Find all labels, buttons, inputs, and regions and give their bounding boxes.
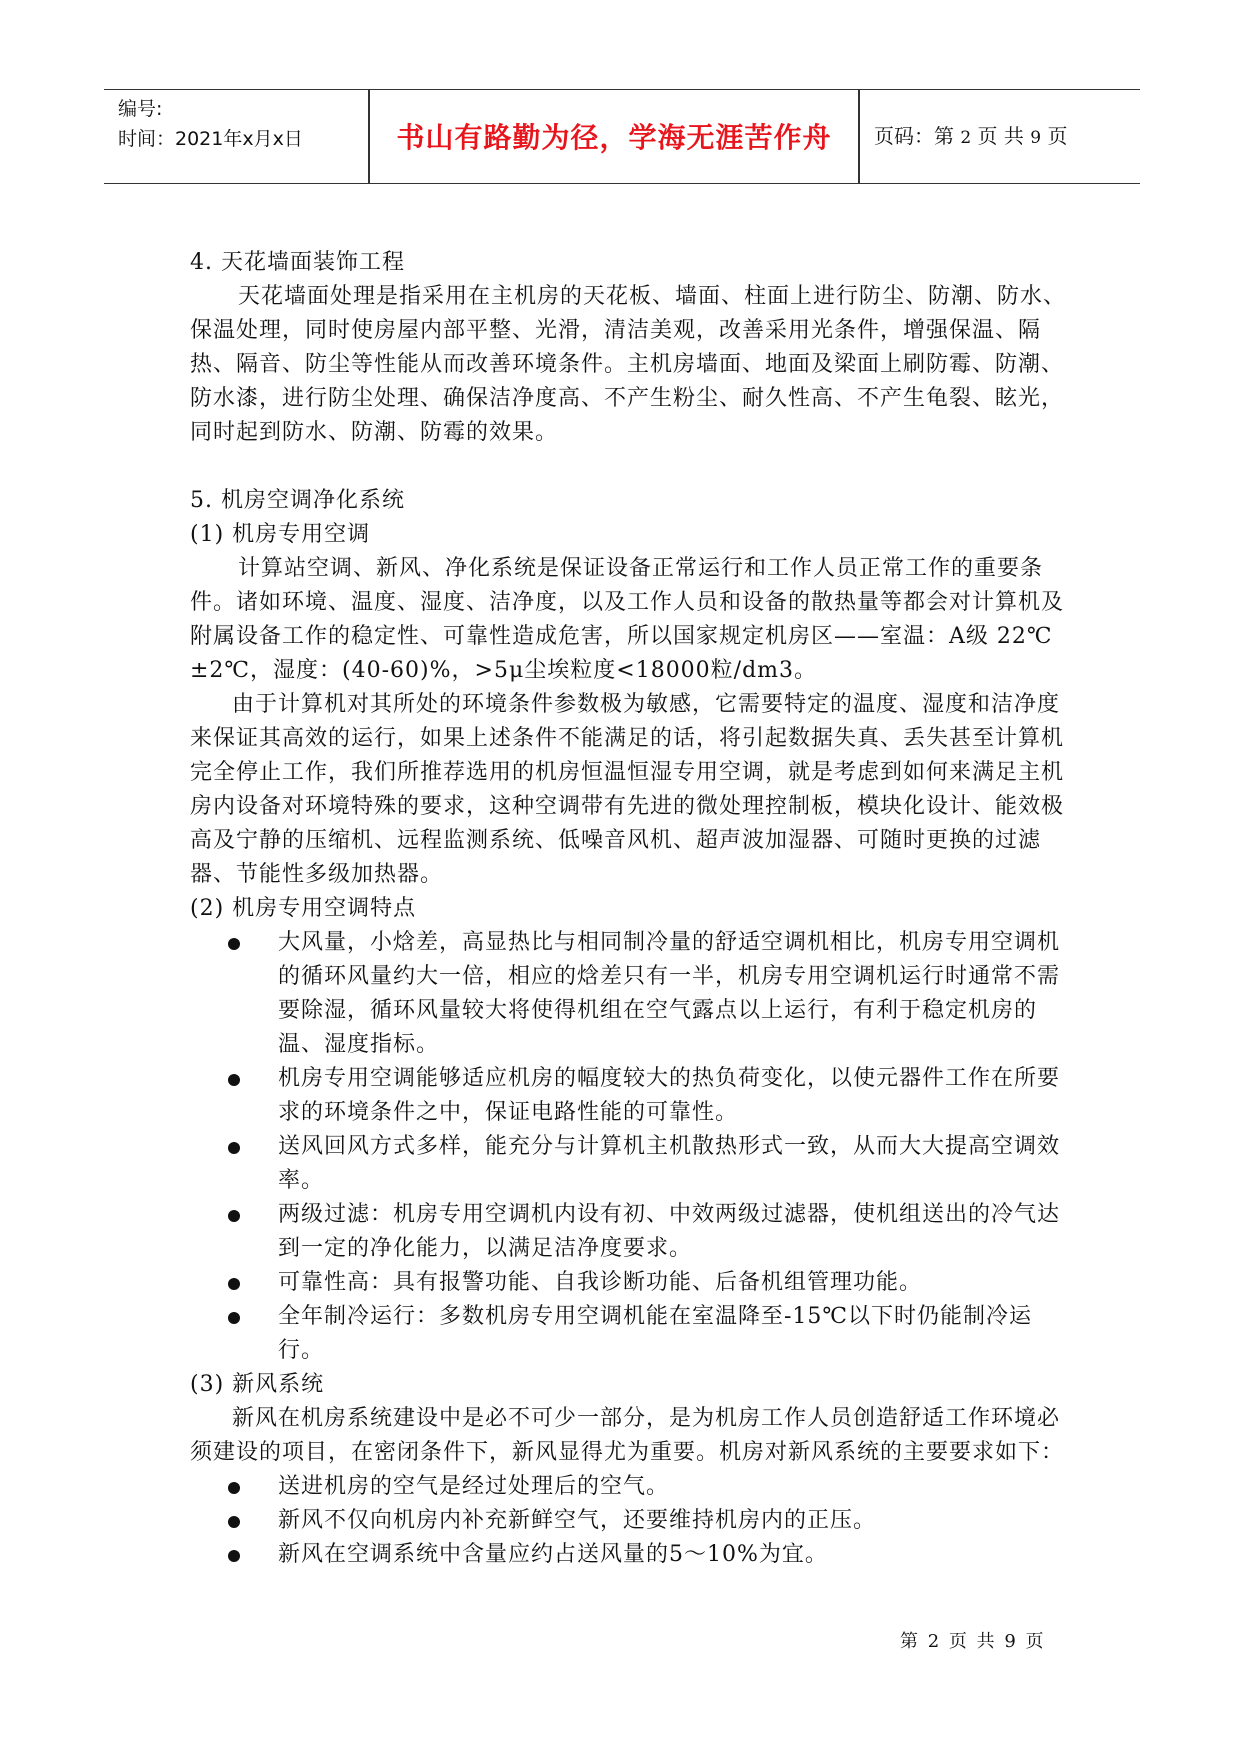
list-item: 全年制冷运行：多数机房专用空调机能在室温降至-15℃以下时仍能制冷运行。: [278, 1300, 1070, 1368]
list-item: 机房专用空调能够适应机房的幅度较大的热负荷变化，以使元器件工作在所要求的环境条件之中，保证电路性能的可靠性。: [278, 1062, 1070, 1130]
subsection-1-paragraph-1: 计算站空调、新风、净化系统是保证设备正常运行和工作人员正常工作的重要条件。诸如环境、温度、湿度、洁净度，以及工作人员和设备的散热量等都会对计算机及附属设备工作的稳定性、可靠性造成危害，所以国家规定机房区——室温：A级 22℃±2℃，湿度：(40-60)%，>5μ尘埃粒度<18000粒/dm3。: [190, 556, 1065, 683]
header-divider-right: [858, 90, 860, 183]
header-motto: 书山有路勤为径，学海无涯苦作舟: [396, 121, 832, 154]
subsection-3-paragraph: 新风在机房系统建设中是必不可少一部分，是为机房工作人员创造舒适工作环境必须建设的项目，在密闭条件下，新风显得尤为重要。机房对新风系统的主要要求如下：: [190, 1406, 1065, 1465]
subsection-1-heading: (1) 机房专用空调: [190, 522, 371, 547]
header-page-code: [874, 120, 1067, 149]
list-item: 可靠性高：具有报警功能、自我诊断功能、后备机组管理功能。: [278, 1266, 1070, 1300]
header-meta: [118, 94, 303, 154]
page-code-current: 2: [960, 128, 972, 148]
subsection-3-heading: (3) 新风系统: [190, 1372, 325, 1397]
list-item: 送进机房的空气是经过处理后的空气。: [278, 1470, 1070, 1504]
page-footer: 第 2 页 共 9 页: [900, 1631, 1046, 1652]
spacer: [190, 450, 1070, 484]
page-code-suffix: 页: [1047, 124, 1068, 148]
document-time-label: 时间：2021年x月x日: [118, 128, 303, 150]
list-item: 两级过滤：机房专用空调机内设有初、中效两级过滤器，使机组送出的冷气达到一定的净化能力，以满足洁净度要求。: [278, 1198, 1070, 1266]
ac-features-list: [190, 926, 1070, 1368]
section-4-paragraph: 天花墙面处理是指采用在主机房的天花板、墙面、柱面上进行防尘、防潮、防水、保温处理，同时使房屋内部平整、光滑，清洁美观，改善采用光条件，增强保温、隔热、隔音、防尘等性能从而改善环境条件。主机房墙面、地面及梁面上刷防霉、防潮、防水漆，进行防尘处理、确保洁净度高、不产生粉尘、耐久性高、不产生龟裂、眩光，同时起到防水、防潮、防霉的效果。: [190, 284, 1067, 445]
list-item: 新风在空调系统中含量应约占送风量的5～10%为宜。: [278, 1538, 1070, 1572]
document-body: [190, 246, 1070, 1572]
section-5-heading: 5. 机房空调净化系统: [190, 488, 405, 513]
page-code-total: 9: [1030, 128, 1042, 148]
list-item: 送风回风方式多样，能充分与计算机主机散热形式一致，从而大大提高空调效率。: [278, 1130, 1070, 1198]
subsection-2-heading: (2) 机房专用空调特点: [190, 896, 417, 921]
list-item: 大风量，小焓差，高显热比与相同制冷量的舒适空调机相比，机房专用空调机的循环风量约大一倍，相应的焓差只有一半，机房专用空调机运行时通常不需要除湿，循环风量较大将使得机组在空气露点以上运行，有利于稳定机房的温、湿度指标。: [278, 926, 1070, 1062]
list-item: 新风不仅向机房内补充新鲜空气，还要维持机房内的正压。: [278, 1504, 1070, 1538]
page-code-prefix: 页码：第: [874, 124, 954, 148]
fresh-air-requirements-list: [190, 1470, 1070, 1572]
document-number-label: 编号:: [118, 98, 163, 120]
subsection-1-paragraph-2: 由于计算机对其所处的环境条件参数极为敏感，它需要特定的温度、湿度和洁净度来保证其高效的运行，如果上述条件不能满足的话，将引起数据失真、丢失甚至计算机完全停止工作，我们所推荐选用的机房恒温恒湿专用空调，就是考虑到如何来满足主机房内设备对环境特殊的要求，这种空调带有先进的微处理控制板，模块化设计、能效极高及宁静的压缩机、远程监测系统、低噪音风机、超声波加湿器、可随时更换的过滤器、节能性多级加热器。: [190, 692, 1065, 887]
page-header: [104, 89, 1140, 184]
section-4-heading: 4. 天花墙面装饰工程: [190, 250, 405, 275]
page-code-mid: 页 共: [977, 124, 1024, 148]
